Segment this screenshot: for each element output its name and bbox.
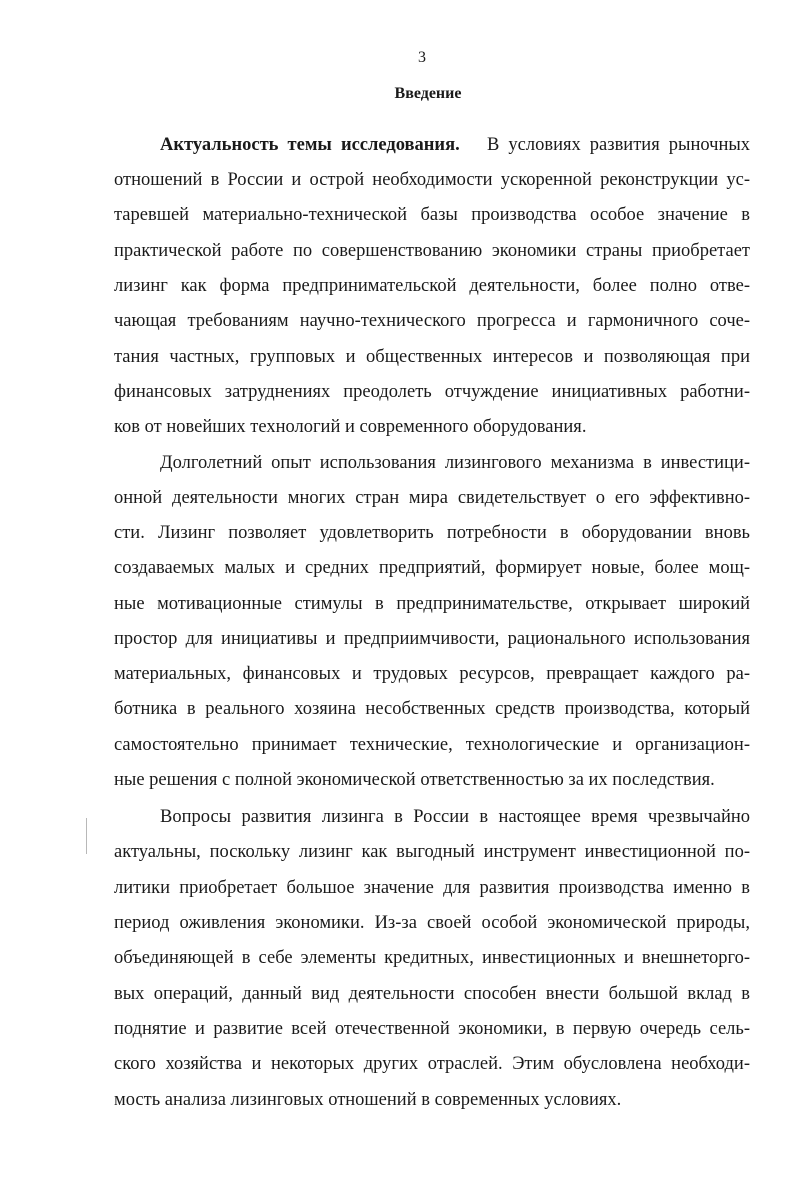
paragraph-1-line: практической работе по совершенствованию экономики страны приобретает xyxy=(114,241,750,261)
paragraph-1-line: финансовых затруднениях преодолеть отчуждение инициативных работни- xyxy=(114,382,750,402)
paragraph-2-line: ботника в реального хозяина несобственных средств производства, который xyxy=(114,699,750,719)
paragraph-2-line: Долголетний опыт использования лизингового механизма в инвестици- xyxy=(160,453,750,473)
paragraph-3-line: период оживления экономики. Из-за своей особой экономической природы, xyxy=(114,913,750,933)
paragraph-2-line: онной деятельности многих стран мира свидетельствует о его эффективно- xyxy=(114,488,750,508)
paragraph-2-line: простор для инициативы и предприимчивости, рационального использования xyxy=(114,629,750,649)
paragraph-3-line: Вопросы развития лизинга в России в настоящее время чрезвычайно xyxy=(160,807,750,827)
paragraph-3-line: объединяющей в себе элементы кредитных, инвестиционных и внешнеторго- xyxy=(114,948,750,968)
paragraph-1-line: таревшей материально-технической базы производства особое значение в xyxy=(114,205,750,225)
paragraph-2-line: сти. Лизинг позволяет удовлетворить потребности в оборудовании вновь xyxy=(114,523,750,543)
paragraph-1-line: тания частных, групповых и общественных интересов и позволяющая при xyxy=(114,347,750,367)
paragraph-lead: Актуальность темы исследования. xyxy=(160,135,460,155)
paragraph-1-line: отношений в России и острой необходимости ускоренной реконструкции ус- xyxy=(114,170,750,190)
paragraph-3-line: ского хозяйства и некоторых других отраслей. Этим обусловлена необходи- xyxy=(114,1054,750,1074)
page-title: Введение xyxy=(394,85,462,102)
paragraph-3-line: мость анализа лизинговых отношений в современных условиях. xyxy=(114,1090,622,1110)
paragraph-3-line: литики приобретает большое значение для развития производства именно в xyxy=(114,878,750,898)
paragraph-3-line: актуальны, поскольку лизинг как выгодный инструмент инвестиционной по- xyxy=(114,842,750,862)
paragraph-2-line: ные мотивационные стимулы в предпринимательстве, открывает широкий xyxy=(114,594,750,614)
page-number: 3 xyxy=(418,49,426,66)
paragraph-1-line: Актуальность темы исследования. В условиях развития рыночных xyxy=(160,135,751,155)
paragraph-3-line: вых операций, данный вид деятельности способен внести большой вклад в xyxy=(114,984,750,1004)
paragraph-1-line: чающая требованиям научно-технического прогресса и гармоничного соче- xyxy=(114,311,750,331)
paragraph-2-line: материальных, финансовых и трудовых ресурсов, превращает каждого ра- xyxy=(114,664,750,684)
paragraph-2-line: создаваемых малых и средних предприятий, формирует новые, более мощ- xyxy=(114,558,750,578)
margin-mark xyxy=(86,818,87,854)
paragraph-2-line: ные решения с полной экономической ответственностью за их последствия. xyxy=(114,770,715,790)
paragraph-1-line: ков от новейших технологий и современного оборудования. xyxy=(114,417,587,437)
paragraph-2-line: самостоятельно принимает технические, технологические и организацион- xyxy=(114,735,750,755)
paragraph-1-line: лизинг как форма предпринимательской деятельности, более полно отве- xyxy=(114,276,750,296)
paragraph-3-line: поднятие и развитие всей отечественной экономики, в первую очередь сель- xyxy=(114,1019,750,1039)
